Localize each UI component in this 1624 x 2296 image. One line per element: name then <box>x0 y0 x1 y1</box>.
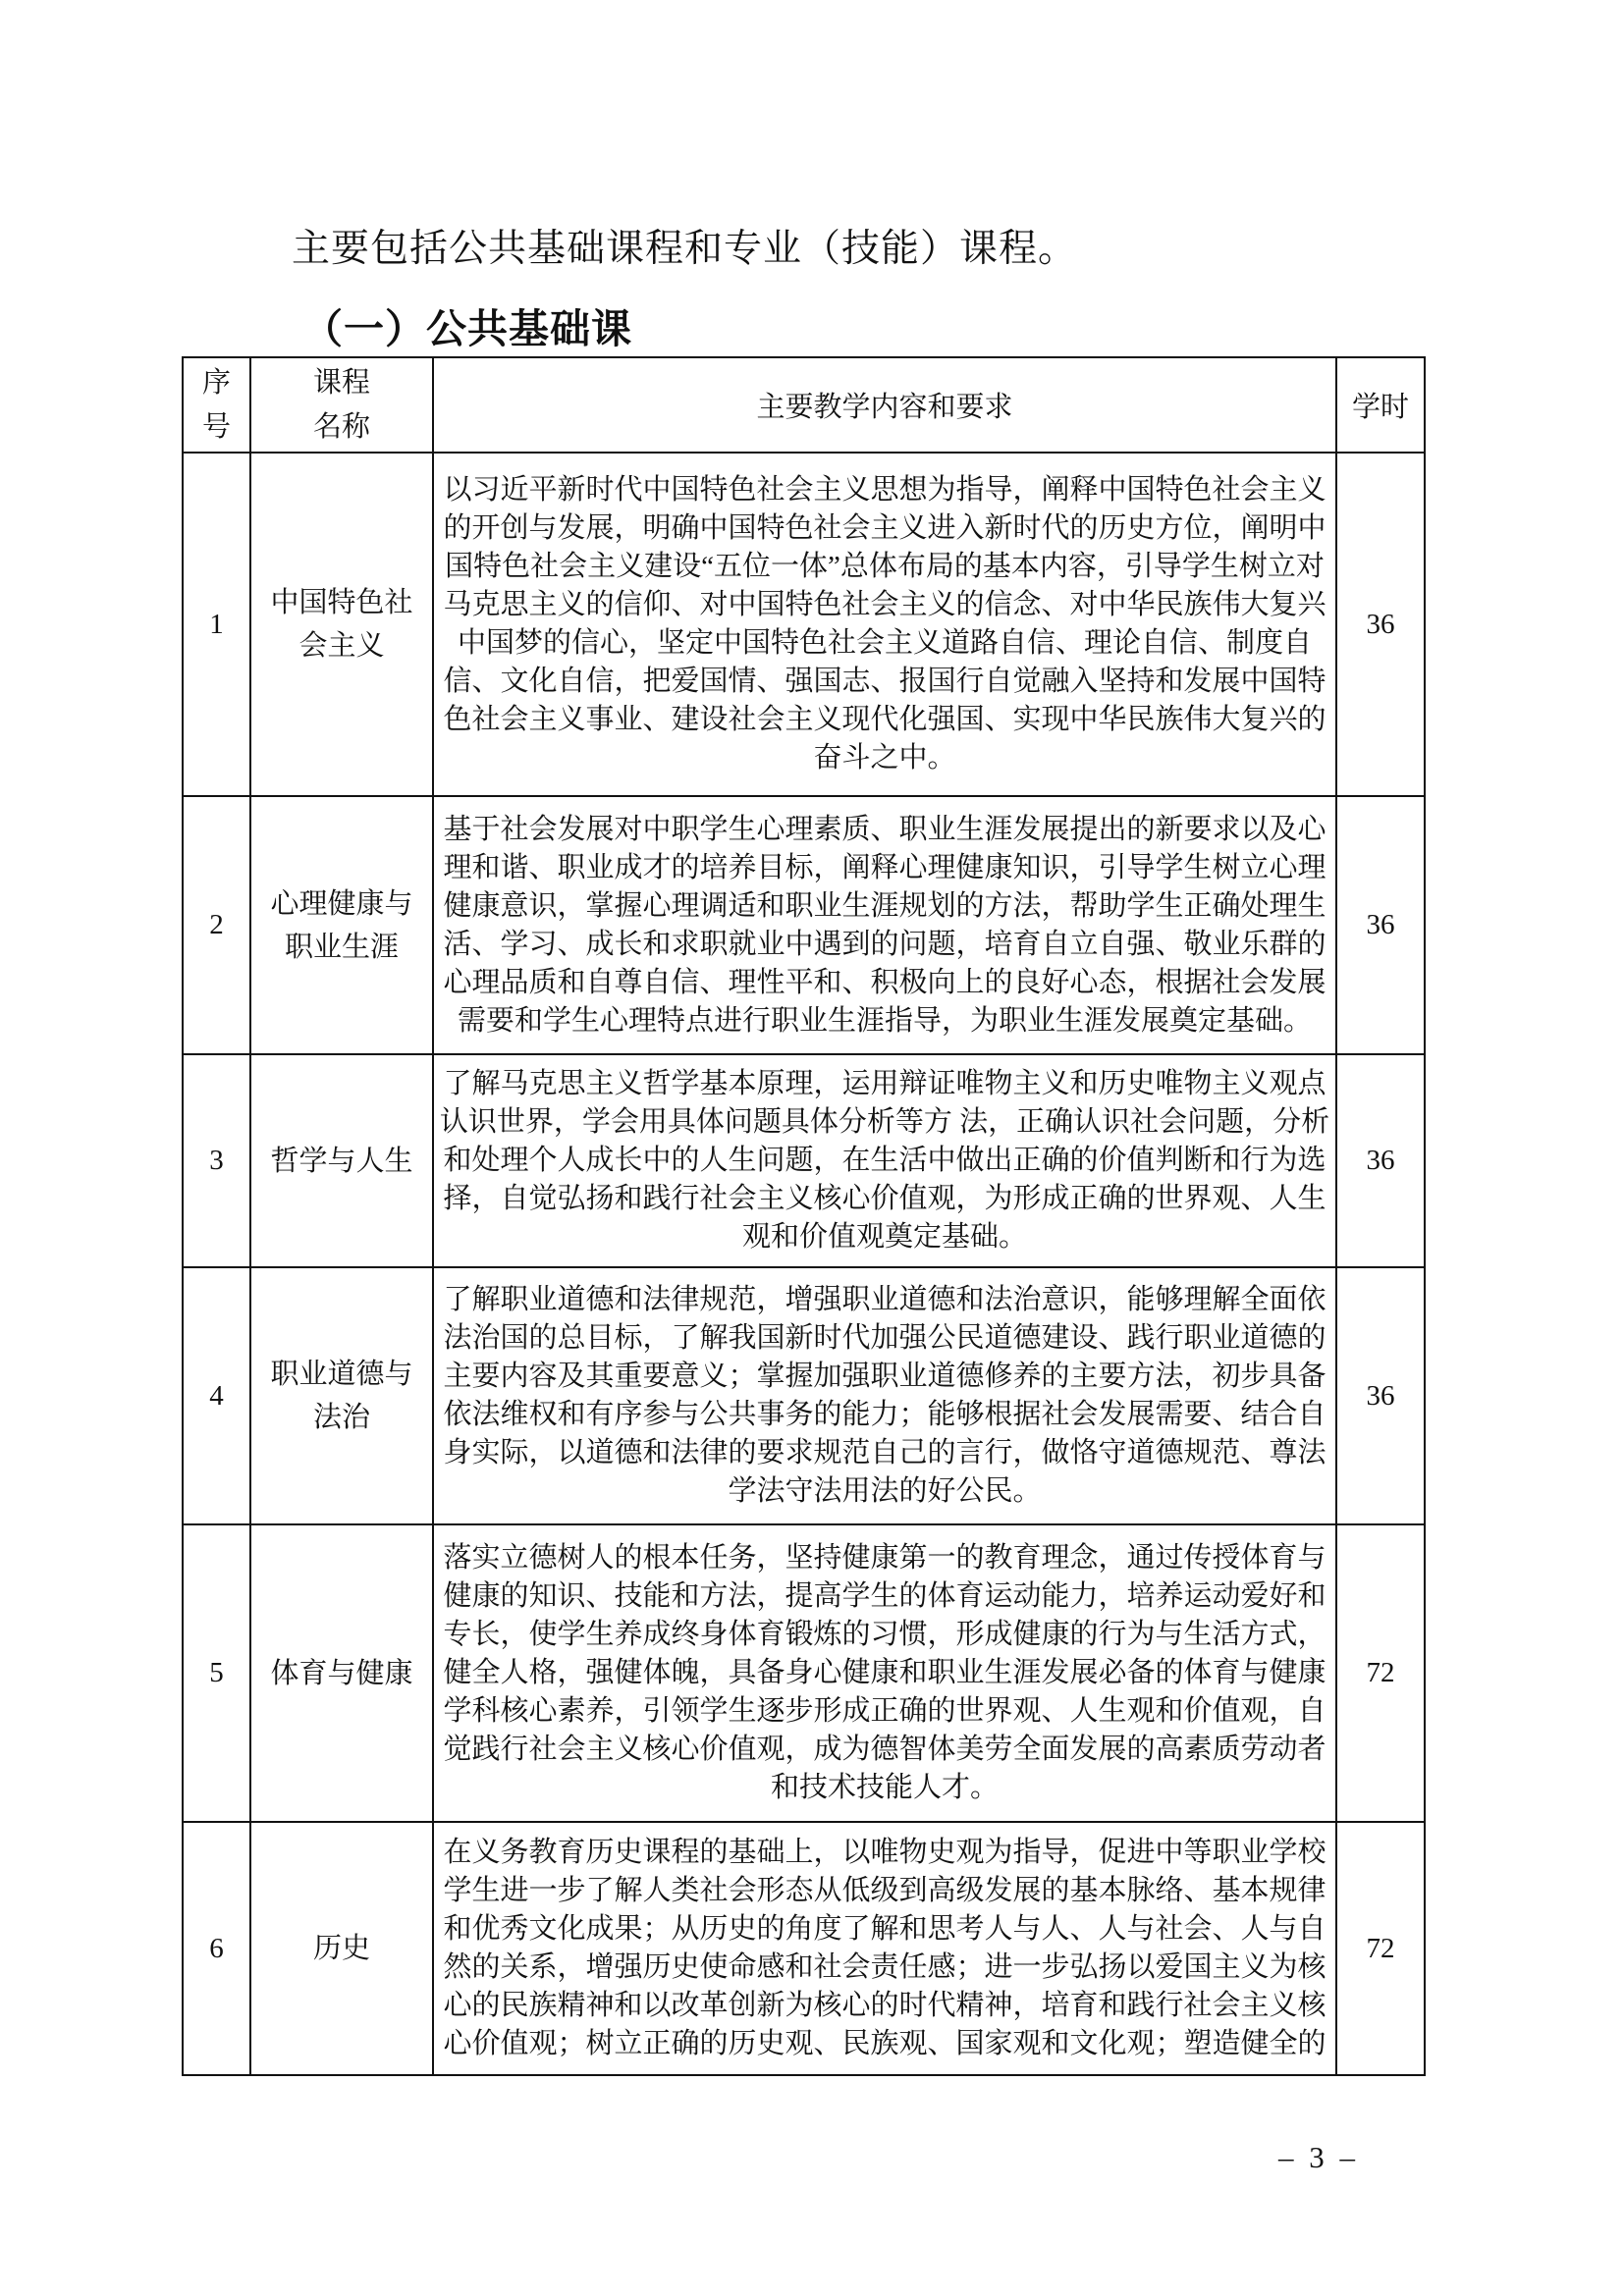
header-course-cell <box>250 357 433 453</box>
row-hours: 36 <box>1336 1054 1425 1267</box>
course-name-text: 哲学与人生 <box>270 1145 413 1177</box>
row-teaching-content: 在义务教育历史课程的基础上，以唯物史观为指导，促进中等职业学校学生进一步了解人类社会形态从低级到高级发展的基本脉络、基本规律和优秀文化成果；从历史的角度了解和思考人与人、人与社会、人与自然的关系，增强历史使命感和社会责任感；进一步弘扬以爱国主义为核心的民族精神和以改革创新为核心的时代精神，培育和践行社会主义核心价值观；树立正确的历史观、民族观、国家观和文化观；塑造健全的 <box>433 1822 1336 2075</box>
row-index: 6 <box>183 1822 250 2075</box>
row-teaching-content: 以习近平新时代中国特色社会主义思想为指导，阐释中国特色社会主义的开创与发展，明确中国特色社会主义进入新时代的历史方位，阐明中国特色社会主义建设“五位一体”总体布局的基本内容，引导学生树立对马克思主义的信仰、对中国特色社会主义的信念、对中华民族伟大复兴中国梦的信心，坚定中国特色社会主义道路自信、理论自信、制度自信、文化自信，把爱国情、强国志、报国行自觉融入坚持和发展中国特色社会主义事业、建设社会主义现代化强国、实现中华民族伟大复兴的奋斗之中。 <box>433 453 1336 796</box>
row-index: 1 <box>183 453 250 796</box>
row-course-name <box>250 453 433 796</box>
course-table <box>182 356 1426 2076</box>
row-hours: 36 <box>1336 453 1425 796</box>
row-course-name <box>250 1054 433 1267</box>
table-row <box>183 1822 1425 2075</box>
intro-paragraph: 主要包括公共基础课程和专业（技能）课程。 <box>292 228 1078 270</box>
section-heading: （一）公共基础课 <box>302 306 632 351</box>
row-hours: 36 <box>1336 796 1425 1054</box>
table-row <box>183 1267 1425 1524</box>
header-index-cell <box>183 357 250 453</box>
course-name-text: 体育与健康 <box>270 1657 413 1689</box>
header-course-label: 课程名称 <box>312 366 370 443</box>
row-hours: 72 <box>1336 1822 1425 2075</box>
table-row <box>183 453 1425 796</box>
row-index: 4 <box>183 1267 250 1524</box>
course-name-text: 职业道德与法治 <box>270 1359 413 1433</box>
row-course-name <box>250 796 433 1054</box>
table-row <box>183 1524 1425 1822</box>
row-index: 2 <box>183 796 250 1054</box>
row-course-name <box>250 1524 433 1822</box>
row-index: 5 <box>183 1524 250 1822</box>
course-name-text: 心理健康与职业生涯 <box>270 887 413 963</box>
row-teaching-content: 基于社会发展对中职学生心理素质、职业生涯发展提出的新要求以及心理和谐、职业成才的培养目标，阐释心理健康知识，引导学生树立心理健康意识，掌握心理调适和职业生涯规划的方法，帮助学生正确处理生活、学习、成长和求职就业中遇到的问题，培育自立自强、敬业乐群的心理品质和自尊自信、理性平和、积极向上的良好心态，根据社会发展需要和学生心理特点进行职业生涯指导，为职业生涯发展奠定基础。 <box>433 796 1336 1054</box>
header-index-label: 序号 <box>201 366 231 443</box>
row-index: 3 <box>183 1054 250 1267</box>
header-content-cell: 主要教学内容和要求 <box>433 357 1336 453</box>
table-row <box>183 1054 1425 1267</box>
row-course-name <box>250 1822 433 2075</box>
table-row <box>183 796 1425 1054</box>
page-number: – 3 – <box>1278 2140 1359 2174</box>
header-hours-cell: 学时 <box>1336 357 1425 453</box>
table-header-row <box>183 357 1425 453</box>
course-name-text: 历史 <box>312 1933 370 1964</box>
row-teaching-content: 了解职业道德和法律规范，增强职业道德和法治意识，能够理解全面依法治国的总目标，了解我国新时代加强公民道德建设、践行职业道德的主要内容及其重要意义；掌握加强职业道德修养的主要方法，初步具备依法维权和有序参与公共事务的能力；能够根据社会发展需要、结合自身实际，以道德和法律的要求规范自己的言行，做恪守道德规范、尊法学法守法用法的好公民。 <box>433 1267 1336 1524</box>
row-teaching-content: 落实立德树人的根本任务，坚持健康第一的教育理念，通过传授体育与健康的知识、技能和方法，提高学生的体育运动能力，培养运动爱好和专长，使学生养成终身体育锻炼的习惯，形成健康的行为与生活方式，健全人格，强健体魄，具备身心健康和职业生涯发展必备的体育与健康学科核心素养，引领学生逐步形成正确的世界观、人生观和价值观，自觉践行社会主义核心价值观，成为德智体美劳全面发展的高素质劳动者和技术技能人才。 <box>433 1524 1336 1822</box>
course-name-text: 中国特色社会主义 <box>270 587 413 662</box>
row-course-name <box>250 1267 433 1524</box>
row-hours: 36 <box>1336 1267 1425 1524</box>
row-hours: 72 <box>1336 1524 1425 1822</box>
row-teaching-content: 了解马克思主义哲学基本原理，运用辩证唯物主义和历史唯物主义观点认识世界，学会用具体问题具体分析等方 法，正确认识社会问题，分析和处理个人成长中的人生问题，在生活中做出正确的价值判断和行为选择，自觉弘扬和践行社会主义核心价值观，为形成正确的世界观、人生观和价值观奠定基础。 <box>433 1054 1336 1267</box>
